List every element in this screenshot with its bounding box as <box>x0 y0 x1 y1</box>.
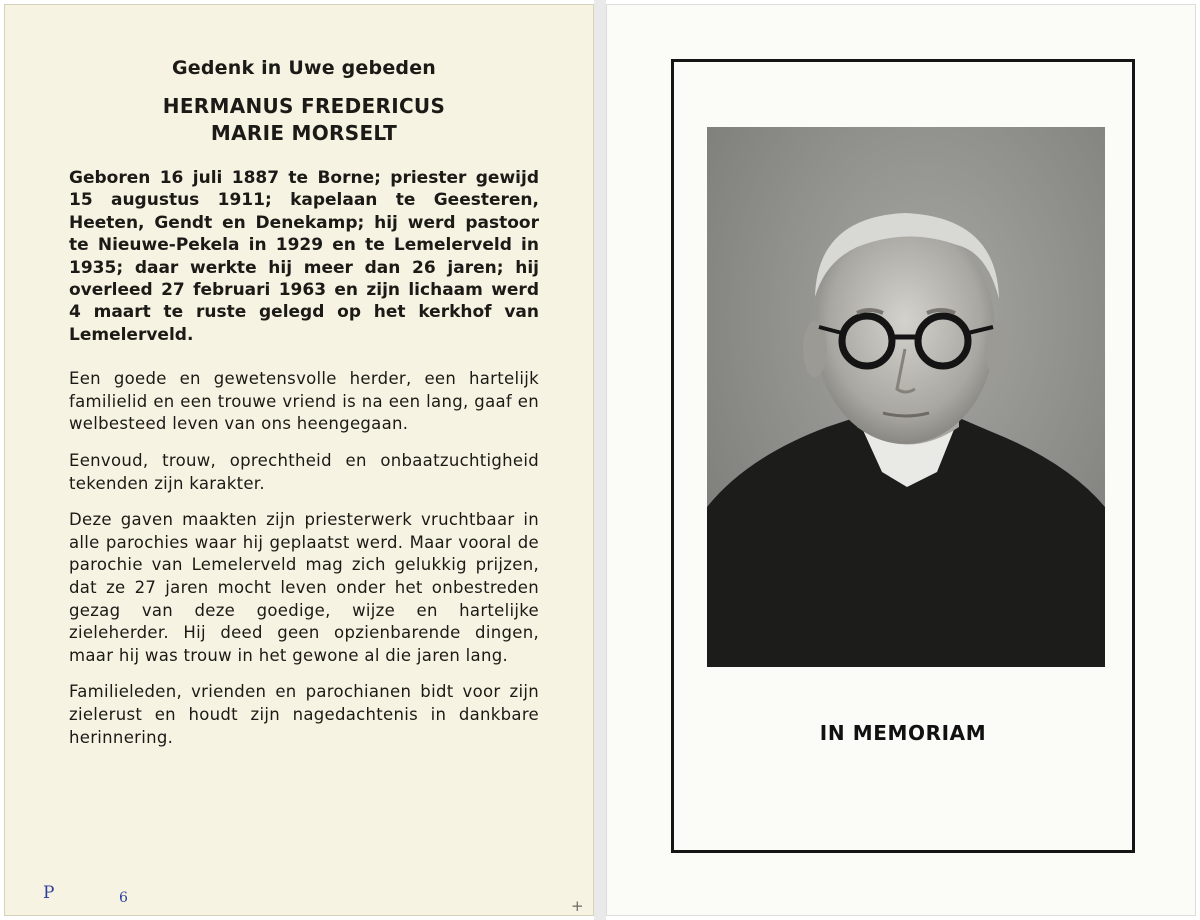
name-line-1: HERMANUS FREDERICUS <box>162 94 446 118</box>
prayer-card-front <box>606 4 1196 916</box>
corner-mark: + <box>571 897 584 915</box>
prayer-request-paragraph: Familieleden, vrienden en parochianen bidt voor zijn zielerust en houdt zijn nagedachtenis in dankbare herinnering. <box>69 682 539 747</box>
name-line-2: MARIE MORSELT <box>210 121 398 145</box>
ministry-paragraph: Deze gaven maakten zijn priesterwerk vruchtbaar in alle parochies waar hij geplaatst werd. Maar vooral de parochie van Lemelerveld mag zich gelukkig prijzen, dat ze 27 jaren mocht leven onder het onbestreden gezag van deze goedige, wijze en hartelijke zieleherder. Hij deed geen opzienbarende dingen, maar hij was trouw in het gewone al die jaren lang. <box>69 510 539 665</box>
portrait-photo <box>707 127 1105 667</box>
biography: Geboren 16 juli 1887 te Borne; priester gewijd 15 augustus 1911; kapelaan te Geesteren, Heeten, Gendt en Denekamp; hij werd pastoor te Nieuwe-Pekela in 1929 en te Lemelerveld in 1935; daar werkte hij meer dan 26 jaren; hij overleed 27 februari 1963 en zijn lichaam werd 4 maart te ruste gelegd op het kerkhof van Lemelerveld. <box>69 168 539 345</box>
card-text <box>69 57 539 749</box>
handwritten-mark: P <box>43 883 55 903</box>
prayer-card-back <box>4 4 594 916</box>
tribute-paragraph: Een goede en gewetensvolle herder, een hartelijk familielid en een trouwe vriend is na een lang, gaaf en welbesteed leven van ons heengegaan. <box>69 369 539 434</box>
intro-line: Gedenk in Uwe gebeden <box>171 57 437 79</box>
handwritten-mark: 6 <box>119 890 128 906</box>
in-memoriam-caption: IN MEMORIAM <box>819 721 987 745</box>
card-gap <box>594 0 606 920</box>
character-paragraph: Eenvoud, trouw, oprechtheid en onbaatzuchtigheid tekenden zijn karakter. <box>69 451 539 493</box>
